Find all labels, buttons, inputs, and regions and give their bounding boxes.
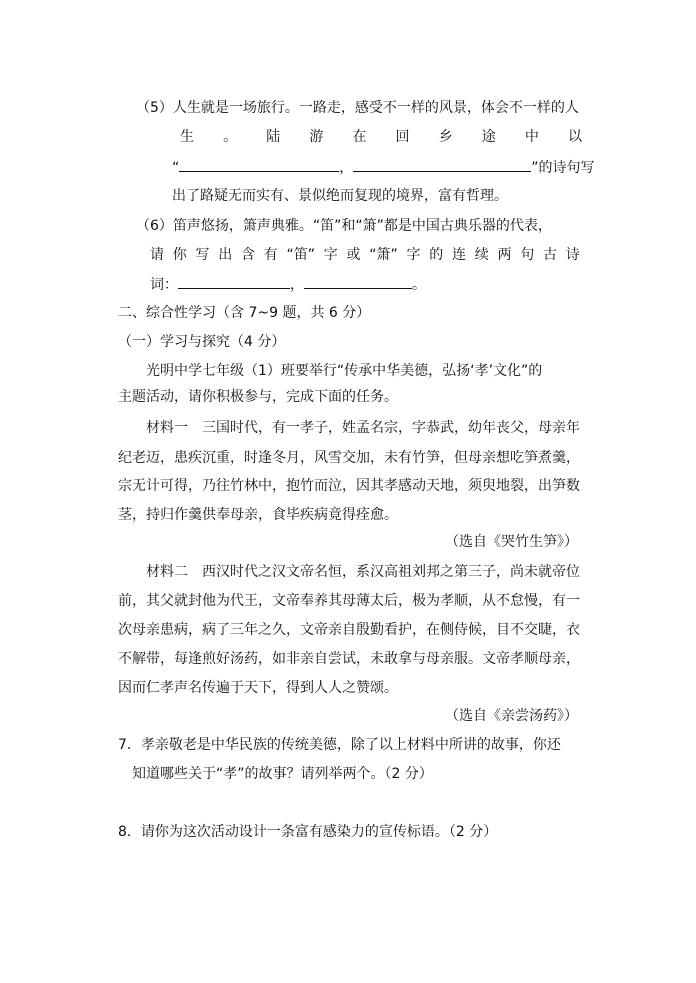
row-word: 回 <box>395 129 410 145</box>
row-word: 在 <box>352 129 367 145</box>
row-word: 陆 <box>266 129 281 145</box>
q7-line1: 7．孝亲敬老是中华民族的传统美德，除了以上材料中所讲的故事，你还 <box>118 737 561 753</box>
period: 。 <box>412 277 426 293</box>
row-word: 两 <box>497 247 512 263</box>
row-word: 写 <box>195 247 210 263</box>
material1-line3: 宗无计可得，乃往竹林中，抱竹而泣，因其孝感动天地，须臾地裂，出笋数 <box>118 478 580 494</box>
q8-line1: 8．请你为这次活动设计一条富有感染力的宣传标语。（2 分） <box>118 824 498 840</box>
material1-line4: 茎，持归作羹供奉母亲，食毕疾病竟得痊愈。 <box>118 507 398 523</box>
row-word: “箫” <box>369 247 398 263</box>
row-word: 或 <box>346 247 361 263</box>
material2-source: （选自《亲尝汤药》） <box>445 708 578 724</box>
row-word: 诗 <box>565 247 580 263</box>
row-word: 你 <box>172 247 187 263</box>
row-word: 请 <box>150 247 164 263</box>
row-word: “笛” <box>286 247 316 263</box>
material1-source: （选自《哭竹生笋》） <box>445 534 578 550</box>
material2-line4: 不解带，每逢煎好汤药，如非亲自尝试，未敢拿与母亲服。文帝孝顺母亲， <box>118 651 580 667</box>
row-word: 生 <box>180 129 194 145</box>
material2-line5: 因而仁孝声名传遍于天下，得到人人之赞颂。 <box>118 680 398 696</box>
row-word: 乡 <box>438 129 453 145</box>
q7-line2: 知道哪些关于“孝”的故事？请列举两个。（2 分） <box>132 766 433 782</box>
row-word: 。 <box>223 129 238 145</box>
material2-line2: 前，其父就封他为代王，文帝奉养其母薄太后，极为孝顺，从不怠慢，有一 <box>118 593 580 609</box>
intro-line1: 光明中学七年级（1）班要举行“传承中华美德，弘扬‘孝’文化”的 <box>146 363 543 379</box>
row-word: 字 <box>406 247 421 263</box>
row-word: 的 <box>429 247 444 263</box>
row-word: 出 <box>218 247 233 263</box>
open-quote: “ <box>172 160 180 176</box>
answer-blank-2[interactable] <box>353 157 531 172</box>
row-word: 续 <box>474 247 489 263</box>
q5-line1: （5）人生就是一场旅行。一路走，感受不一样的风景，体会不一样的人 <box>136 100 579 116</box>
answer-blank-3[interactable] <box>178 274 290 289</box>
row-word: 句 <box>520 247 535 263</box>
row-word: 有 <box>263 247 278 263</box>
q6-prefix: 词： <box>150 277 178 293</box>
comma: ， <box>339 160 354 176</box>
q5-line3 <box>172 157 595 178</box>
row-word: 含 <box>241 247 255 263</box>
q6-line2 <box>150 245 580 265</box>
row-word: 游 <box>309 129 324 145</box>
row-word: 以 <box>567 129 582 145</box>
intro-line2: 主题活动，请你积极参与，完成下面的任务。 <box>118 389 398 405</box>
q6-line1: （6）笛声悠扬，箫声典雅。“笛”和“箫”都是中国古典乐器的代表， <box>136 218 552 234</box>
material2-line1: 材料二 西汉时代之汉文帝名恒，系汉高祖刘邦之第三子，尚未就帝位 <box>146 564 580 580</box>
row-word: 古 <box>543 247 558 263</box>
row-word: 中 <box>524 129 539 145</box>
q5-line2 <box>180 127 582 147</box>
row-word: 途 <box>481 129 496 145</box>
row-word: 连 <box>452 247 467 263</box>
close-quote-tail: ”的诗句写 <box>531 160 595 176</box>
answer-blank-4[interactable] <box>304 274 412 289</box>
material2-line3: 次母亲患病，病了三年之久，文帝亲自殷勤看护，在侧侍候，目不交睫，衣 <box>118 622 580 638</box>
answer-blank-1[interactable] <box>179 157 339 172</box>
section2-title: 二、综合性学习（含 7~9 题，共 6 分） <box>118 305 371 321</box>
section2-sub1: （一）学习与探究（4 分） <box>118 334 286 350</box>
material1-line1: 材料一 三国时代，有一孝子，姓孟名宗，字恭武，幼年丧父，母亲年 <box>146 420 580 436</box>
material1-line2: 纪老迈，患疾沉重，时逢冬月，风雪交加，未有竹笋，但母亲想吃笋煮羹， <box>118 450 580 466</box>
q6-line3 <box>150 274 426 295</box>
row-word: 字 <box>323 247 338 263</box>
q5-line4: 出了路疑无而实有、景似绝而复现的境界，富有哲理。 <box>172 188 508 204</box>
comma: ， <box>290 277 304 293</box>
